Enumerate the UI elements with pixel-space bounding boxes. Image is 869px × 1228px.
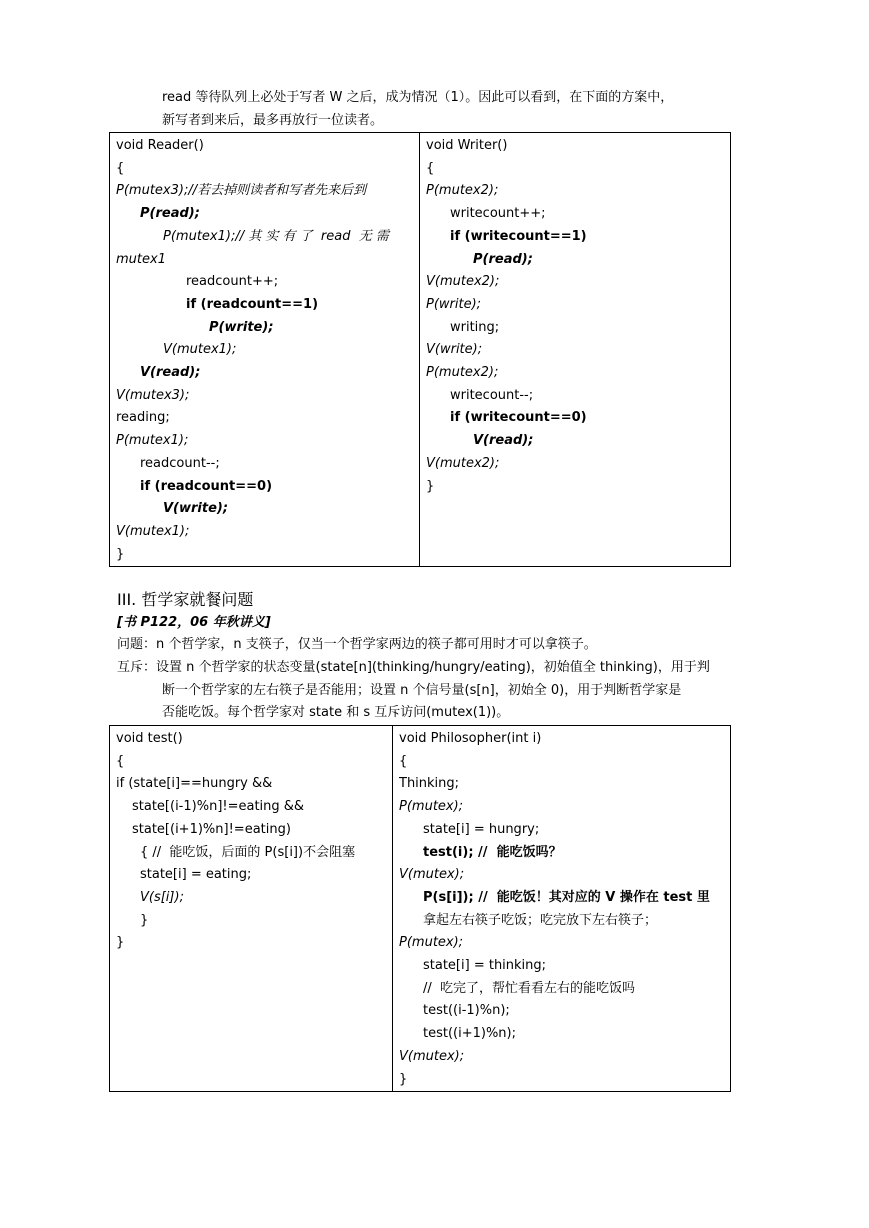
code-line: } xyxy=(426,478,435,494)
intro-line-1: read 等待队列上必处于写者 W 之后，成为情况（1）。因此可以看到，在下面的方案中， xyxy=(162,90,674,105)
code-line: P(mutex1); xyxy=(116,433,189,449)
code-line: if (state[i]==hungry && xyxy=(116,776,273,792)
code-line: P(mutex2); xyxy=(426,183,499,199)
code-line: V(mutex); xyxy=(399,1048,465,1064)
reader-writer-code-table xyxy=(109,132,731,567)
code-line: V(write); xyxy=(163,501,229,517)
intro-line-2: 新写者到来后，最多再放行一位读者。 xyxy=(162,112,384,128)
code-line: if (readcount==0) xyxy=(140,478,273,494)
code-line: writing; xyxy=(450,319,500,335)
code-line: state[i] = eating; xyxy=(140,867,252,883)
code-line: // 吃完了，帮忙看看左右的能吃饭吗 xyxy=(423,980,636,996)
code-line: V(mutex2); xyxy=(426,274,500,290)
code-line: if (readcount==1) xyxy=(186,296,319,312)
code-line: void Reader() xyxy=(116,138,204,153)
code-line: 拿起左右筷子吃饭；吃完放下左右筷子； xyxy=(423,912,658,928)
code-line: } xyxy=(116,935,125,951)
code-line: void Writer() xyxy=(426,138,508,153)
code-line: V(mutex3); xyxy=(116,387,190,403)
problem-text: n 个哲学家，n 支筷子，仅当一个哲学家两边的筷子都可用时才可以拿筷子。 xyxy=(156,637,597,652)
code-line: { // 能吃饭，后面的 P(s[i])不会阻塞 xyxy=(140,844,356,860)
code-line: } xyxy=(116,546,125,562)
philosopher-code-table xyxy=(109,725,731,1092)
code-line: { xyxy=(116,160,125,176)
code-line: state[i] = hungry; xyxy=(423,821,540,837)
code-line: P(mutex); xyxy=(399,935,464,951)
code-line: V(mutex1); xyxy=(116,523,190,539)
code-line: state[(i-1)%n]!=eating && xyxy=(132,799,305,815)
code-line: state[i] = thinking; xyxy=(423,958,547,974)
mutex-line-1: 设置 n 个哲学家的状态变量(state[n](thinking/hungry/eating)，初始值全 thinking)，用于判 xyxy=(156,660,710,675)
test-code-cell xyxy=(110,726,393,1092)
code-line: if (writecount==0) xyxy=(450,410,587,426)
code-line: test((i+1)%n); xyxy=(423,1026,516,1042)
code-line: V(write); xyxy=(426,342,483,358)
code-line: V(mutex); xyxy=(399,867,465,883)
code-line: P(write); xyxy=(426,296,482,312)
section-heading: III. 哲学家就餐问题 xyxy=(117,590,254,609)
code-line: state[(i+1)%n]!=eating) xyxy=(132,821,291,837)
mutex-line-3: 否能吃饭。每个哲学家对 state 和 s 互斥访问(mutex(1))。 xyxy=(162,705,510,721)
code-line: } xyxy=(399,1071,408,1087)
code-line: V(read); xyxy=(473,433,534,449)
code-line: { xyxy=(116,753,125,769)
code-line: V(s[i]); xyxy=(140,889,184,905)
code-line: readcount--; xyxy=(140,455,220,471)
code-line: test(i); // 能吃饭吗？ xyxy=(423,844,562,860)
code-line: void Philosopher(int i) xyxy=(399,731,542,746)
code-line: if (writecount==1) xyxy=(450,228,587,244)
code-line: void test() xyxy=(116,731,183,746)
mutex-label: 互斥： xyxy=(117,660,157,675)
code-line: writecount--; xyxy=(450,387,534,403)
philosopher-code-cell xyxy=(393,726,731,1092)
code-line: P(read); xyxy=(473,251,533,267)
reader-code-cell xyxy=(110,133,420,567)
code-line: { xyxy=(426,160,435,176)
writer-code-cell xyxy=(420,133,731,567)
code-line: V(mutex1); xyxy=(163,342,237,358)
code-line: P(s[i]); // 能吃饭！其对应的 V 操作在 test 里 xyxy=(423,889,710,905)
code-line: P(mutex2); xyxy=(426,365,499,381)
mutex-line-2: 断一个哲学家的左右筷子是否能用；设置 n 个信号量(s[n]，初始全 0)，用于判断哲学家是 xyxy=(162,682,682,698)
code-line: readcount++; xyxy=(186,274,279,290)
code-line: { xyxy=(399,753,408,769)
mutex-statement xyxy=(117,657,757,725)
code-line: } xyxy=(140,912,149,928)
intro-paragraph xyxy=(162,87,762,132)
code-line: mutex1 xyxy=(116,251,166,267)
source-reference: [书 P122，06 年秋讲义] xyxy=(117,615,271,630)
code-line: P(mutex3);//若去掉则读者和写者先来后到 xyxy=(116,183,367,199)
problem-statement xyxy=(117,634,757,657)
code-line: V(mutex2); xyxy=(426,455,500,471)
code-line: test((i-1)%n); xyxy=(423,1003,510,1019)
problem-label: 问题： xyxy=(117,637,157,652)
code-line: P(read); xyxy=(140,206,200,222)
code-line: writecount++; xyxy=(450,206,546,222)
code-line: V(read); xyxy=(140,365,201,381)
code-line: reading; xyxy=(116,410,170,426)
code-line: P(mutex1);// 其 实 有 了 read 无 需 xyxy=(163,228,389,244)
code-line: P(mutex); xyxy=(399,799,464,815)
code-line: P(write); xyxy=(209,319,274,335)
code-line: Thinking; xyxy=(399,776,460,792)
